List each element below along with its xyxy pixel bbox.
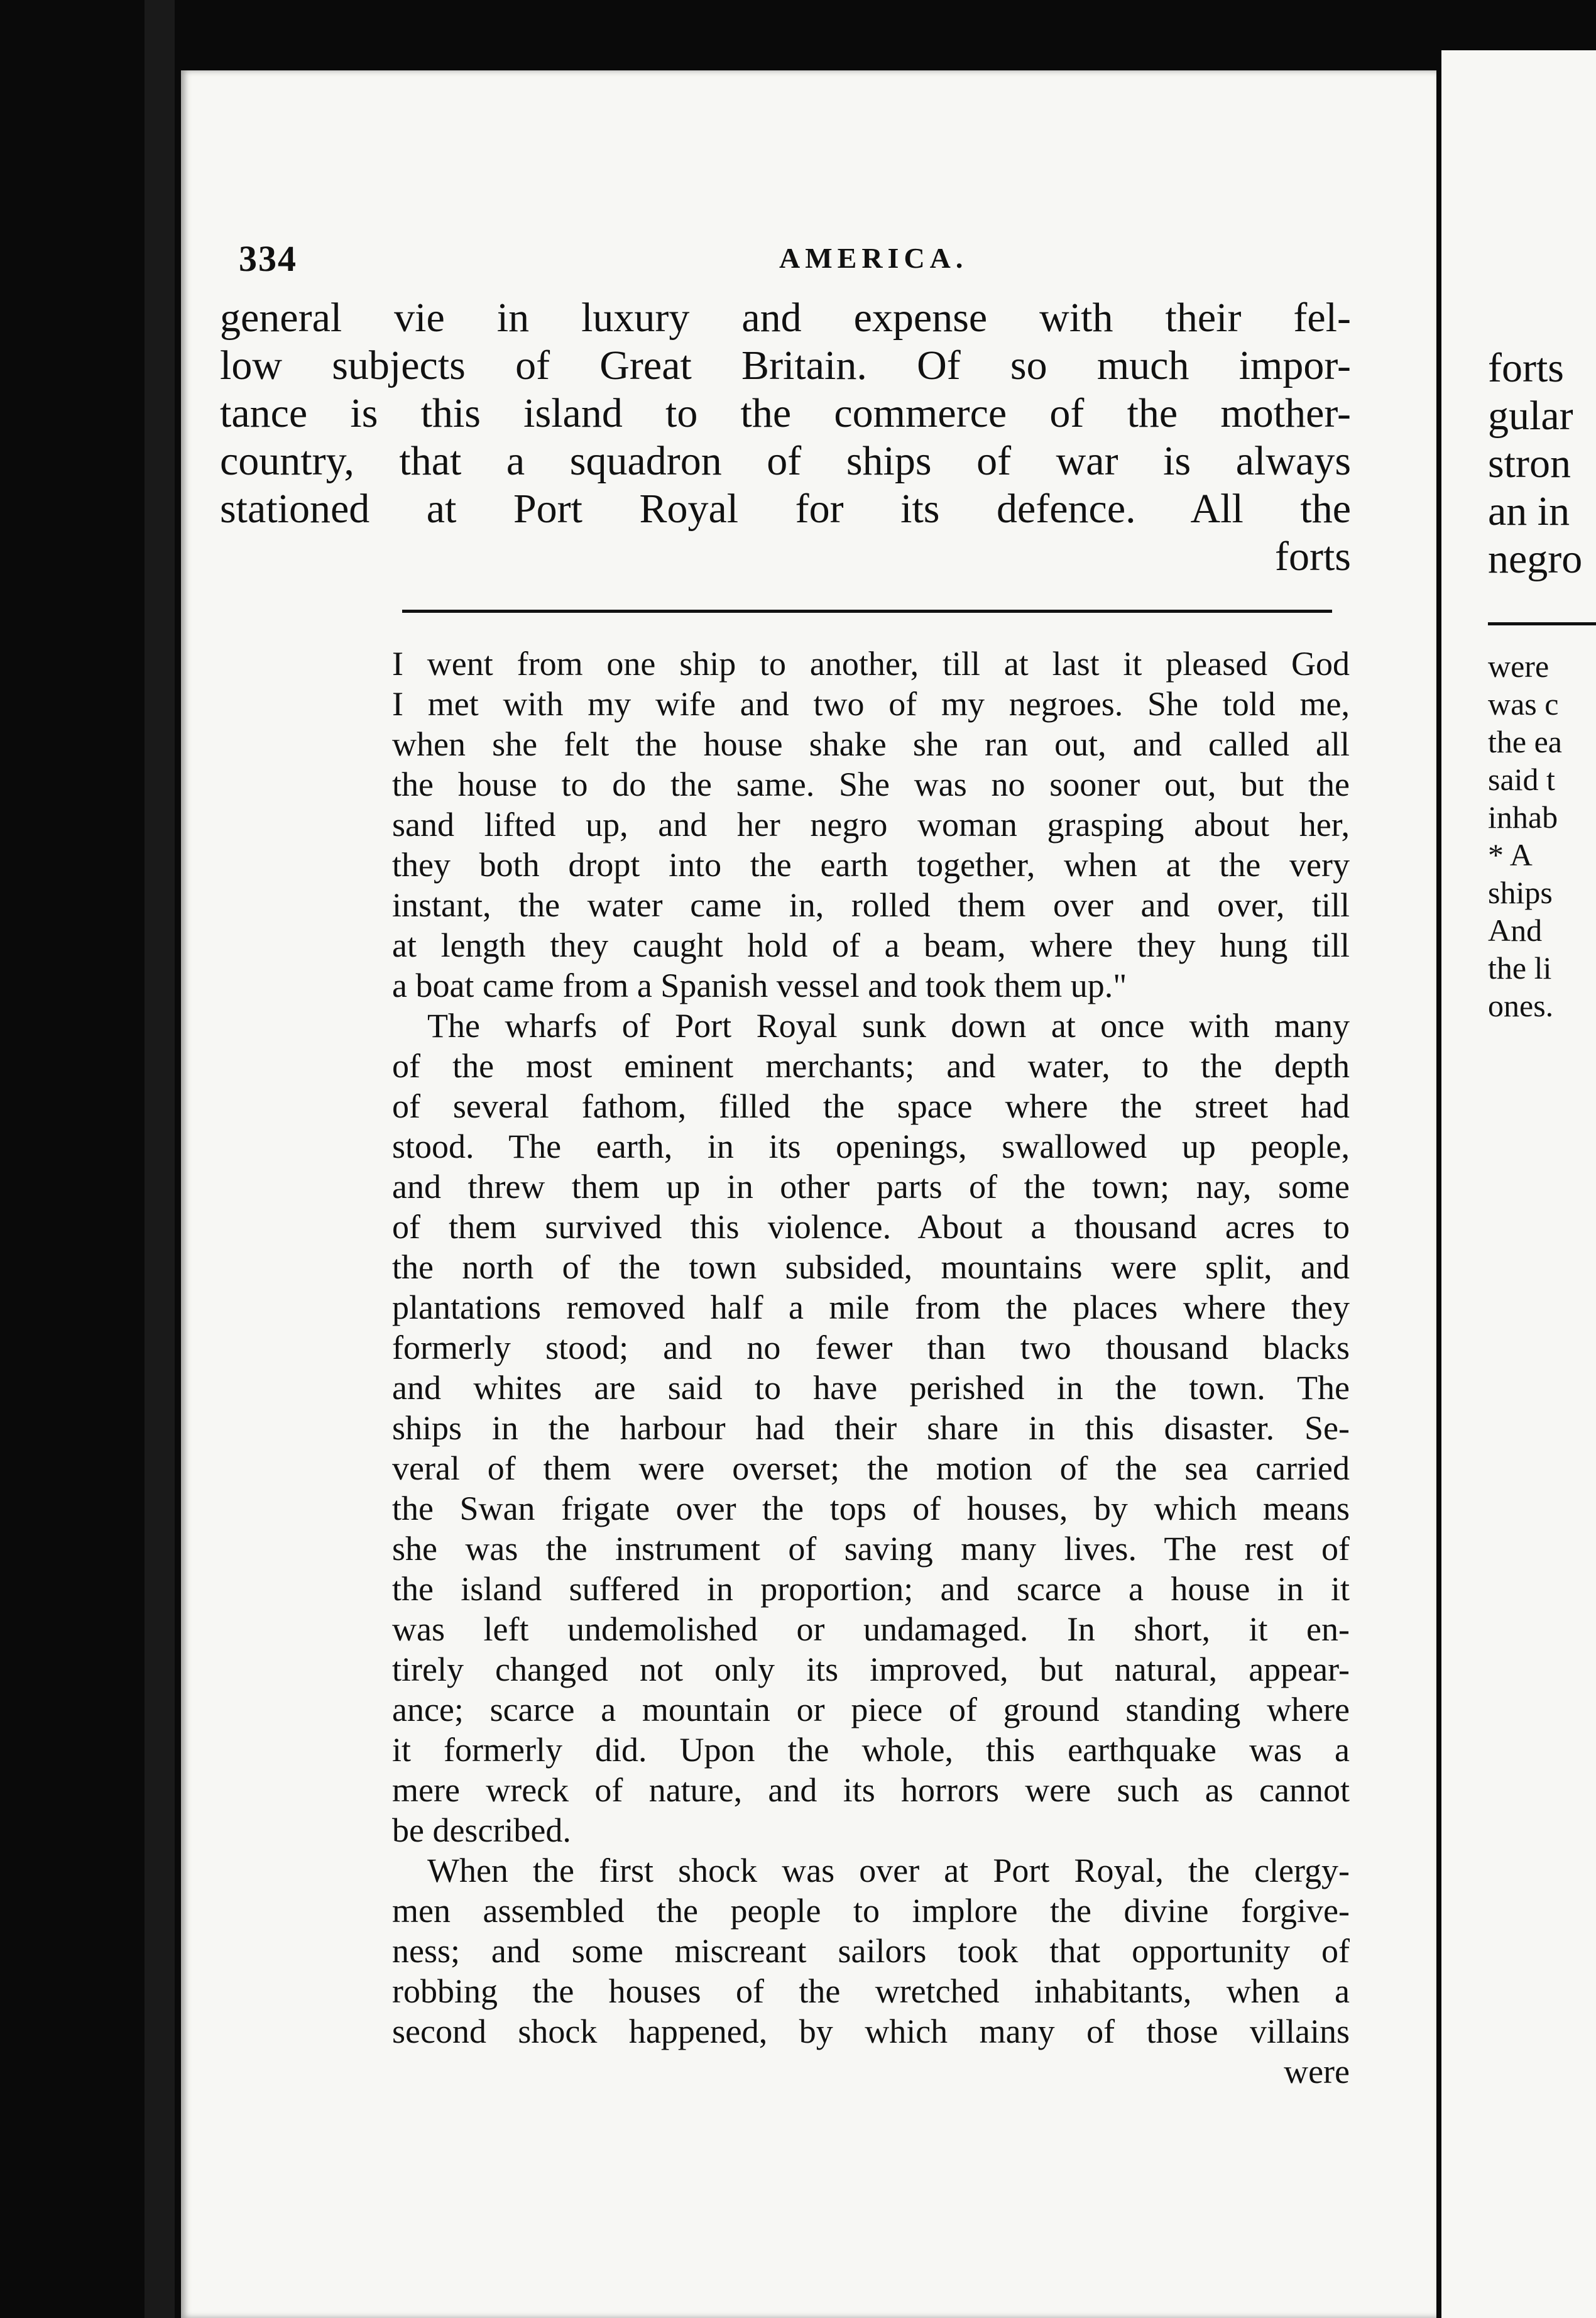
right-page-line: gular <box>1488 393 1573 439</box>
footnote-line: of the most eminent merchants; and water, to the depth <box>392 1047 1350 1085</box>
footnote-line: second shock happened, by which many of those villains <box>392 2013 1350 2050</box>
footnote-line: ships in the harbour had their share in this disaster. Se- <box>392 1409 1350 1447</box>
right-page-foot-line: said t <box>1488 762 1555 797</box>
footnote-line: sand lifted up, and her negro woman grasping about her, <box>392 806 1350 843</box>
footnote-line: and whites are said to have perished in the town. The <box>392 1369 1350 1407</box>
right-page-foot-line: ships <box>1488 875 1553 910</box>
footnote-line: of several fathom, filled the space where the street had <box>392 1087 1350 1125</box>
footnote-catchword: were <box>1284 2053 1350 2090</box>
footnote-block <box>392 644 1350 2092</box>
right-page-foot-line: were <box>1488 649 1550 684</box>
right-page-foot-line: * A <box>1488 837 1533 872</box>
right-page-foot-line: inhab <box>1488 799 1558 835</box>
main-text-line: general vie in luxury and expense with their fel- <box>220 295 1351 341</box>
right-page-rule <box>1488 622 1596 625</box>
footnote-rule <box>402 610 1332 613</box>
footnote-line: a boat came from a Spanish vessel and took them up." <box>392 967 1127 1004</box>
footnote-line: she was the instrument of saving many lives. The rest of <box>392 1530 1350 1568</box>
footnote-line: robbing the houses of the wretched inhabitants, when a <box>392 1972 1350 2010</box>
page-number: 334 <box>239 238 297 279</box>
right-page-line: forts <box>1488 345 1564 391</box>
footnote-line: it formerly did. Upon the whole, this earthquake was a <box>392 1731 1350 1769</box>
running-head: AMERICA. <box>779 242 968 274</box>
footnote-line: plantations removed half a mile from the places where they <box>392 1288 1350 1326</box>
right-page-foot-line: was c <box>1488 686 1559 722</box>
right-page-line: stron <box>1488 441 1571 486</box>
main-text-line: stationed at Port Royal for its defence. All the <box>220 486 1351 532</box>
book-edge <box>145 0 175 2318</box>
footnote-line: stood. The earth, in its openings, swallowed up people, <box>392 1128 1350 1165</box>
footnote-line: When the first shock was over at Port Royal, the clergy- <box>427 1852 1350 1889</box>
footnote-line: I went from one ship to another, till at last it pleased God <box>392 645 1350 683</box>
footnote-line: ness; and some miscreant sailors took that opportunity of <box>392 1932 1350 1970</box>
footnote-line: formerly stood; and no fewer than two thousand blacks <box>392 1329 1350 1366</box>
footnote-line: be described. <box>392 1811 571 1849</box>
main-catchword: forts <box>1275 534 1351 580</box>
footnote-line: of them survived this violence. About a thousand acres to <box>392 1208 1350 1246</box>
footnote-line: tirely changed not only its improved, but natural, appear- <box>392 1651 1350 1688</box>
footnote-line: instant, the water came in, rolled them over and over, till <box>392 886 1350 924</box>
footnote-line: was left undemolished or undamaged. In short, it en- <box>392 1610 1350 1648</box>
footnote-line: I met with my wife and two of my negroes. She told me, <box>392 685 1350 723</box>
right-page-foot-line: the ea <box>1488 724 1562 759</box>
right-page-foot-line: ones. <box>1488 988 1554 1023</box>
right-page-line: negro <box>1488 536 1583 582</box>
footnote-line: The wharfs of Port Royal sunk down at once with many <box>427 1007 1350 1045</box>
footnote-line: the north of the town subsided, mountains were split, and <box>392 1248 1350 1286</box>
right-page <box>1441 50 1596 2318</box>
footnote-line: ance; scarce a mountain or piece of ground standing where <box>392 1691 1350 1728</box>
footnote-line: and threw them up in other parts of the town; nay, some <box>392 1168 1350 1206</box>
right-page-line: an in <box>1488 488 1570 534</box>
main-text-line: low subjects of Great Britain. Of so much impor- <box>220 343 1351 388</box>
main-text-line: country, that a squadron of ships of war is always <box>220 438 1351 484</box>
footnote-line: at length they caught hold of a beam, where they hung till <box>392 926 1350 964</box>
right-page-foot-line: the li <box>1488 950 1552 986</box>
footnote-line: men assembled the people to implore the divine forgive- <box>392 1892 1350 1930</box>
main-text-line: tance is this island to the commerce of the mother- <box>220 390 1351 436</box>
right-page-footnote <box>1488 647 1596 1024</box>
footnote-line: when she felt the house shake she ran out, and called all <box>392 725 1350 763</box>
footnote-line: veral of them were overset; the motion of the sea carried <box>392 1449 1350 1487</box>
footnote-line: they both dropt into the earth together, when at the very <box>392 846 1350 884</box>
main-text-block <box>220 294 1351 581</box>
right-page-main-text <box>1488 344 1596 583</box>
footnote-line: the island suffered in proportion; and scarce a house in it <box>392 1570 1350 1608</box>
footnote-line: the Swan frigate over the tops of houses, by which means <box>392 1490 1350 1527</box>
footnote-line: the house to do the same. She was no sooner out, but the <box>392 766 1350 803</box>
right-page-foot-line: And <box>1488 913 1543 948</box>
footnote-line: mere wreck of nature, and its horrors were such as cannot <box>392 1771 1350 1809</box>
